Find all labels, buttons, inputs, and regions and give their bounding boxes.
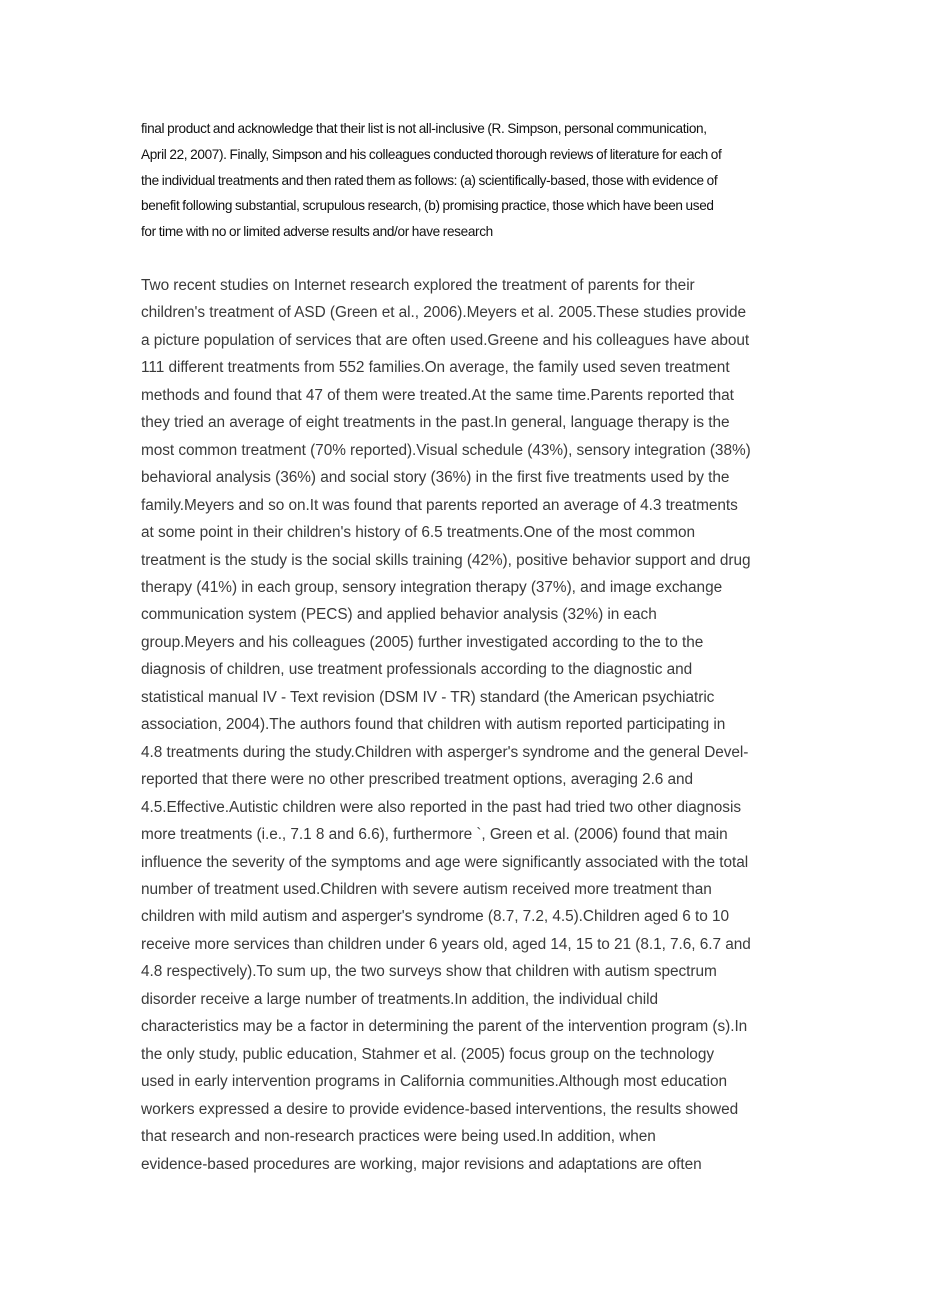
paragraph-line: benefit following substantial, scrupulous research, (b) promising practice, those which have been used [141,198,714,214]
paragraph-line: April 22, 2007). Finally, Simpson and his colleagues conducted thorough reviews of literature for each of [141,146,722,162]
paragraph-line: treatment is the study is the social skills training (42%), positive behavior support and drug [141,551,751,569]
paragraph-line: at some point in their children's history of 6.5 treatments.One of the most common [141,524,696,542]
paragraph-line: receive more services than children under 6 years old, aged 14, 15 to 21 (8.1, 7.6, 6.7 and [141,935,751,953]
paragraph-2 [141,272,751,1178]
paragraph-line: that research and non-research practices were being used.In addition, when [141,1128,656,1146]
paragraph-line: 4.8 respectively).To sum up, the two surveys show that children with autism spectrum [141,963,717,981]
paragraph-line: association, 2004).The authors found that children with autism reported participating in [141,716,726,734]
paragraph-line: behavioral analysis (36%) and social story (36%) in the first five treatments used by the [141,469,730,487]
paragraph-line: disorder receive a large number of treatments.In addition, the individual child [141,990,659,1008]
paragraph-line: diagnosis of children, use treatment professionals according to the diagnostic and [141,661,693,679]
paragraph-line: the only study, public education, Stahmer et al. (2005) focus group on the technology [141,1045,714,1063]
paragraph-line: a picture population of services that are often used.Greene and his colleagues have about [141,331,750,349]
paragraph-line: family.Meyers and so on.It was found that parents reported an average of 4.3 treatments [141,496,738,514]
paragraph-line: influence the severity of the symptoms and age were significantly associated with the total [141,853,749,871]
paragraph-line: children's treatment of ASD (Green et al., 2006).Meyers et al. 2005.These studies provide [141,304,747,322]
paragraph-line: for time with no or limited adverse results and/or have research [141,224,493,240]
paragraph-line: number of treatment used.Children with severe autism received more treatment than [141,880,712,898]
paragraph-line: final product and acknowledge that their list is not all-inclusive (R. Simpson, personal communication, [141,121,707,136]
paragraph-line: therapy (41%) in each group, sensory integration therapy (37%), and image exchange [141,578,723,596]
paragraph-line: Two recent studies on Internet research explored the treatment of parents for their [141,277,695,294]
paragraph-line: communication system (PECS) and applied behavior analysis (32%) in each [141,606,657,624]
paragraph-line: children with mild autism and asperger's syndrome (8.7, 7.2, 4.5).Children aged 6 to 10 [141,908,730,926]
paragraph-line: the individual treatments and then rated them as follows: (a) scientifically-based, those with evidence of [141,172,718,188]
paragraph-line: methods and found that 47 of them were treated.At the same time.Parents reported that [141,386,734,404]
paragraph-line: 4.8 treatments during the study.Children with asperger's syndrome and the general Devel- [141,743,749,761]
paragraph-line: 4.5.Effective.Autistic children were also reported in the past had tried two other diagnosis [141,798,741,816]
paragraph-line: used in early intervention programs in California communities.Although most education [141,1073,728,1091]
paragraph-line: group.Meyers and his colleagues (2005) further investigated according to the to the [141,633,704,651]
paragraph-line: evidence-based procedures are working, major revisions and adaptations are often [141,1155,702,1173]
paragraph-line: 111 different treatments from 552 families.On average, the family used seven treatment [141,359,730,377]
paragraph-line: more treatments (i.e., 7.1 8 and 6.6), furthermore `, Green et al. (2006) found that main [141,826,728,844]
paragraph-1 [141,116,721,245]
paragraph-line: most common treatment (70% reported).Visual schedule (43%), sensory integration (38%) [141,441,751,459]
paragraph-line: statistical manual IV - Text revision (DSM IV - TR) standard (the American psychiatric [141,688,715,706]
paragraph-line: workers expressed a desire to provide evidence-based interventions, the results showed [141,1100,739,1118]
paragraph-line: characteristics may be a factor in determining the parent of the intervention program (s).In [141,1018,748,1036]
paragraph-line: reported that there were no other prescribed treatment options, averaging 2.6 and [141,771,694,789]
paragraph-line: they tried an average of eight treatments in the past.In general, language therapy is the [141,414,730,432]
